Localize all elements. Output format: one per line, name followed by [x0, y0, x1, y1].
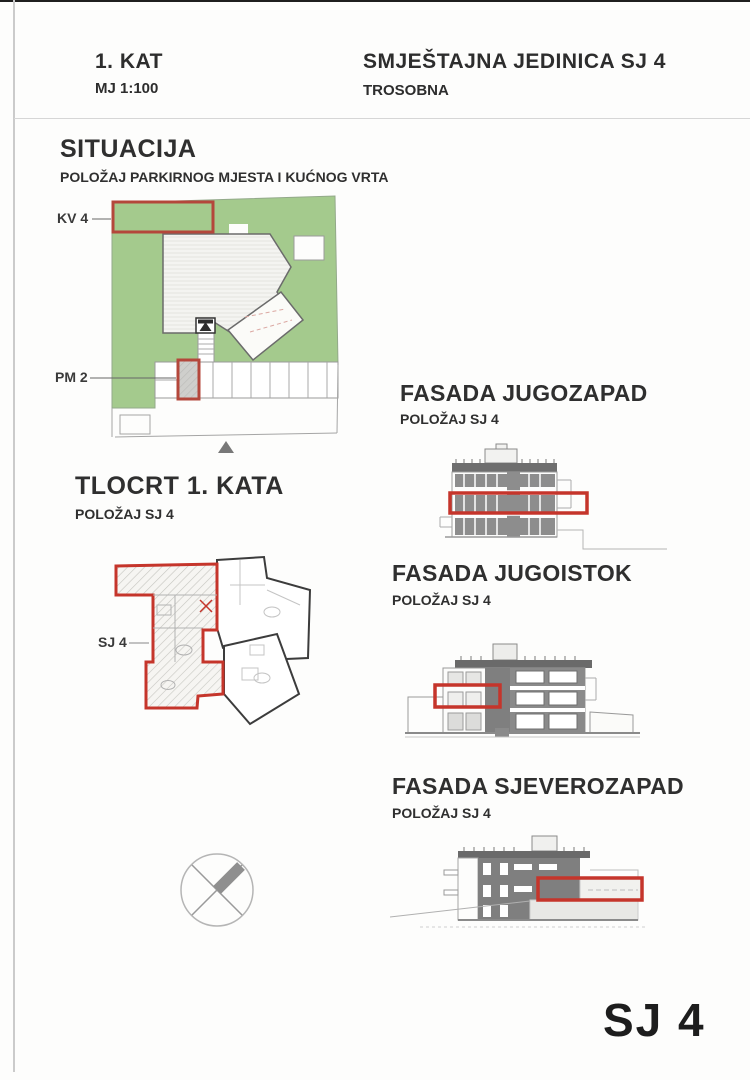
roof-ticks — [464, 847, 584, 851]
central-pier — [507, 472, 520, 537]
roof-slab — [452, 463, 557, 472]
fasada-sjeverozapad-drawing — [390, 830, 690, 932]
header-divider-line — [14, 118, 750, 119]
north-arrow-icon — [218, 441, 234, 453]
fasada-jugoistok-drawing — [395, 640, 655, 745]
tlocrt-title: TLOCRT 1. KATA — [75, 472, 284, 500]
terrain-block — [530, 900, 638, 920]
stair-corridor — [198, 333, 214, 362]
fasada-sjeverozapad-subtitle: POLOŽAJ SJ 4 — [392, 805, 491, 821]
compass-icon — [175, 848, 260, 933]
tlocrt-subtitle: POLOŽAJ SJ 4 — [75, 506, 174, 522]
left-bay — [458, 858, 478, 920]
sheet-top-border — [0, 0, 750, 2]
unit-title: SMJEŠTAJNA JEDINICA SJ 4 — [363, 50, 666, 73]
situacija-subtitle: POLOŽAJ PARKIRNOG MJESTA I KUĆNOG VRTA — [60, 169, 389, 185]
building-annex — [294, 236, 324, 260]
fasada-sjeverozapad-title: FASADA SJEVEROZAPAD — [392, 773, 684, 799]
chimney — [493, 644, 517, 660]
roof-ticks — [461, 656, 575, 660]
fasada-jugoistok-subtitle: POLOŽAJ SJ 4 — [392, 592, 491, 608]
terrain-line — [557, 530, 667, 549]
central-pier — [485, 668, 510, 733]
left-annex — [408, 697, 443, 733]
fasada-jugozapad-drawing — [430, 440, 690, 555]
roof-slab — [458, 851, 590, 858]
side-slabs — [585, 678, 596, 700]
fasada-jugozapad-subtitle: POLOŽAJ SJ 4 — [400, 411, 499, 427]
unit-code: SJ 4 — [603, 994, 706, 1046]
side-slabs — [444, 870, 458, 895]
sj4-unit-outline — [116, 564, 223, 708]
parking-highlight-box — [178, 360, 199, 399]
drawing-scale: MJ 1:100 — [95, 80, 159, 97]
unit-type: TROSOBNA — [363, 82, 449, 99]
sheet-left-margin-line — [13, 0, 15, 1072]
fasada-jugozapad-title: FASADA JUGOZAPAD — [400, 380, 648, 406]
right-annex — [590, 712, 633, 733]
situacija-title: SITUACIJA — [60, 135, 197, 163]
roof-slab — [455, 660, 592, 668]
parking-label: PM 2 — [55, 369, 88, 385]
terrace-extension — [580, 878, 642, 900]
chimney — [532, 836, 557, 851]
floor-title: 1. KAT — [95, 50, 163, 73]
floorplan-unit-label: SJ 4 — [98, 634, 127, 650]
floor-plan-drawing — [0, 550, 360, 745]
chimney — [485, 449, 517, 463]
site-plan-drawing — [0, 192, 360, 460]
garden-label: KV 4 — [57, 210, 89, 226]
fasada-jugoistok-title: FASADA JUGOISTOK — [392, 560, 632, 586]
